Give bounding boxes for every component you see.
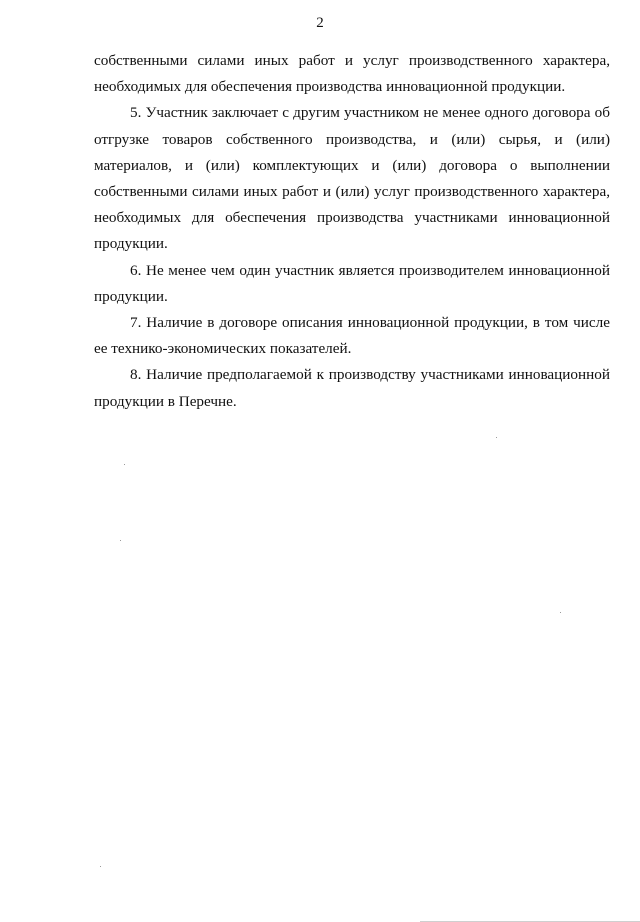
paragraph-continuation: собственными силами иных работ и услуг производственного характера, необходимых для обеспечения производства инновационной продукции. xyxy=(94,52,610,96)
paragraph-item-8: 8. Наличие предполагаемой к производству участниками инновационной продукции в Перечне. xyxy=(94,366,610,410)
scan-speck xyxy=(496,437,497,438)
paragraph-item-6: 6. Не менее чем один участник является производителем инновационной продукции. xyxy=(94,261,610,305)
scan-speck xyxy=(124,464,125,465)
page-number: 2 xyxy=(316,15,324,31)
scan-speck xyxy=(100,866,101,867)
scan-speck xyxy=(560,612,561,613)
scan-speck xyxy=(120,540,121,541)
document-body xyxy=(94,48,610,415)
paragraph-item-5: 5. Участник заключает с другим участником не менее одного договора об отгрузке товаров собственного производства, и (или) сырья, и (или) материалов, и (или) комплектующих и (или) договора о выполнении собственными силами иных работ и (или) услуг производственного характера, необходимых для обеспечения производства участниками инновационной продукции. xyxy=(94,104,610,253)
paragraph-item-7: 7. Наличие в договоре описания инновационной продукции, в том числе ее технико-экономических показателей. xyxy=(94,314,610,358)
